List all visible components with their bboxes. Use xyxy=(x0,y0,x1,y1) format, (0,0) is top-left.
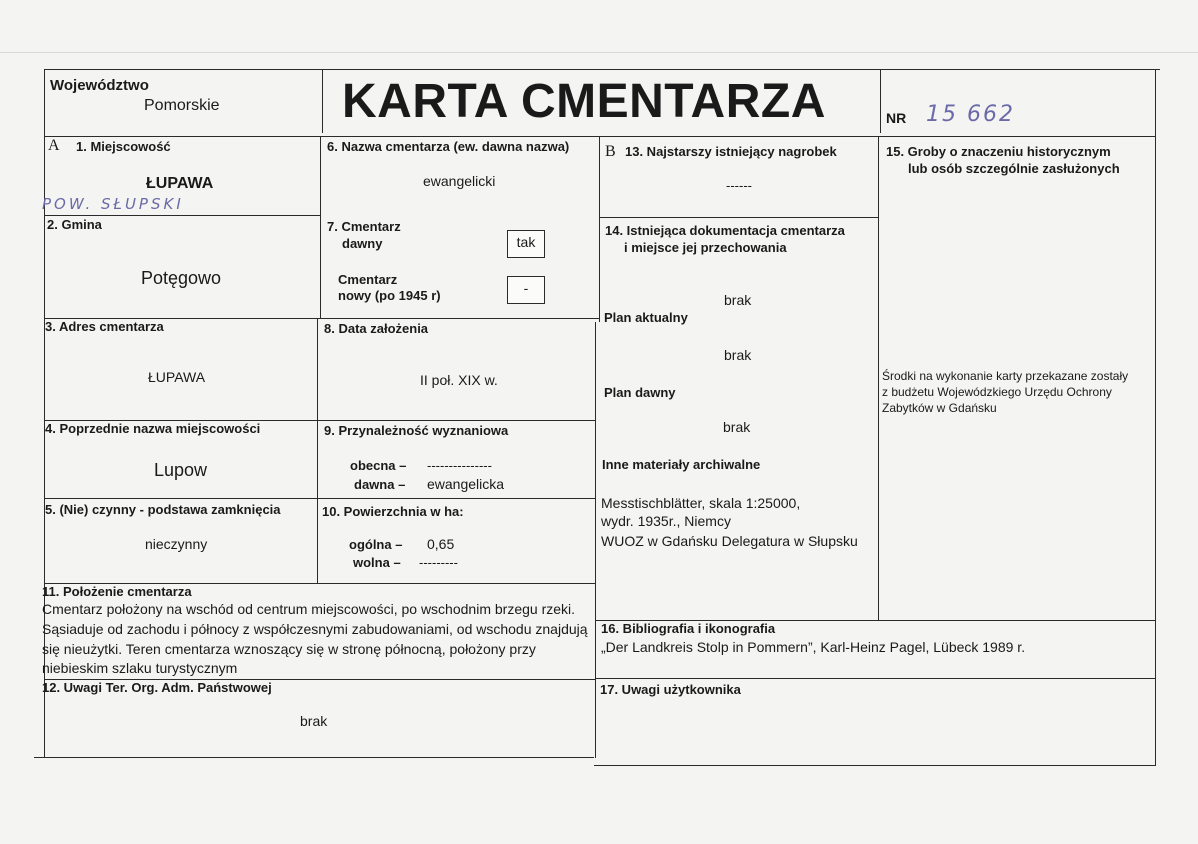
f7-nowy-label-2: nowy (po 1945 r) xyxy=(338,288,441,303)
f5-value: nieczynny xyxy=(145,536,208,552)
border-top xyxy=(44,69,1160,70)
f6-label: 6. Nazwa cmentarza (ew. dawna nazwa) xyxy=(327,139,570,154)
wojewodztwo-value: Pomorskie xyxy=(144,97,220,114)
col-15-divider xyxy=(878,136,879,620)
f1-value: ŁUPAWA xyxy=(146,175,214,192)
f7-nowy-label-1: Cmentarz xyxy=(338,272,398,287)
f8-value: II poł. XIX w. xyxy=(420,372,498,388)
f16-value: „Der Landkreis Stolp in Pommern”, Karl-Heinz Pagel, Lübeck 1989 r. xyxy=(601,639,1026,655)
f1-label: 1. Miejscowość xyxy=(76,139,171,154)
f9-dawna-label: dawna – xyxy=(354,477,406,492)
f7-nowy-value: - xyxy=(523,280,529,296)
page-title: KARTA CMENTARZA xyxy=(342,75,826,128)
f12-value: brak xyxy=(300,713,328,729)
f9-label: 9. Przynależność wyznaniowa xyxy=(324,423,509,438)
section-b-letter: B xyxy=(605,143,616,160)
f7-nowy-box xyxy=(507,276,545,304)
f14-plan-dawny-value: brak xyxy=(724,347,752,363)
f1-handwritten-note: POW. SŁUPSKI xyxy=(42,195,184,213)
wojewodztwo-label: Województwo xyxy=(50,77,149,94)
cemetery-card-form xyxy=(38,66,1160,766)
f15-note-line-2: z budżetu Wojewódzkiego Urzędu Ochrony xyxy=(882,385,1112,399)
f6-value: ewangelicki xyxy=(423,173,496,189)
f14-plan-dawny-label: Plan dawny xyxy=(604,385,676,400)
f11-line-1: Cmentarz położony na wschód od centrum miejscowości, po wschodnim brzegu rzeki. xyxy=(42,601,576,617)
f14-inne-label: Inne materiały archiwalne xyxy=(602,457,761,472)
f15-note-line-3: Zabytków w Gdańsku xyxy=(882,401,997,415)
f16-label: 16. Bibliografia i ikonografia xyxy=(601,621,776,636)
f14-plan-aktualny-label: Plan aktualny xyxy=(604,310,688,325)
f15-note-line-1: Środki na wykonanie karty przekazane zostały xyxy=(882,369,1129,383)
row-line-17 xyxy=(595,678,1155,679)
f13-label: 13. Najstarszy istniejący nagrobek xyxy=(625,144,837,159)
f14-plan-aktualny-value: brak xyxy=(724,292,752,308)
border-bottom-left xyxy=(34,757,594,758)
f7-dawny-label: dawny xyxy=(342,236,383,251)
col-a-divider-upper xyxy=(320,136,321,318)
row-line-5 xyxy=(44,498,595,499)
f14-archive-line-3: WUOZ w Gdańsku Delegatura w Słupsku xyxy=(601,533,858,549)
f15-label-2: lub osób szczególnie zasłużonych xyxy=(908,161,1120,176)
f2-value: Potęgowo xyxy=(141,268,222,288)
f10-wolna-label: wolna – xyxy=(353,555,401,570)
row-line-14 xyxy=(599,217,878,218)
f7-dawny-value: tak xyxy=(516,234,536,250)
f5-label: 5. (Nie) czynny - podstawa zamknięcia xyxy=(45,502,281,517)
f10-ogolna-label: ogólna – xyxy=(349,537,403,552)
f4-label: 4. Poprzednie nazwa miejscowości xyxy=(45,421,261,436)
f12-label: 12. Uwagi Ter. Org. Adm. Państwowej xyxy=(42,680,272,695)
nr-label: NR xyxy=(886,110,907,126)
col-a-divider-lower xyxy=(317,318,318,584)
f14-archive-line-1: Messtischblätter, skala 1:25000, xyxy=(601,495,801,511)
border-right xyxy=(1155,69,1156,766)
f11-line-2: Sąsiaduje od zachodu i północy z współczesnymi zabudowaniami, od wschodu znajdują xyxy=(42,621,588,637)
f3-value: ŁUPAWA xyxy=(148,369,206,385)
section-a-letter: A xyxy=(48,137,60,154)
col-b-divider-upper xyxy=(599,136,600,322)
f7-label: 7. Cmentarz xyxy=(327,219,401,234)
nr-value: 15 662 xyxy=(926,102,1015,127)
col-b-divider-lower xyxy=(595,322,596,758)
f8-label: 8. Data założenia xyxy=(324,321,429,336)
f9-dawna-value: ewangelicka xyxy=(427,476,505,492)
f13-value: ------ xyxy=(726,178,752,193)
f14-inne-value: brak xyxy=(723,419,751,435)
f11-label: 11. Położenie cmentarza xyxy=(42,584,192,599)
f11-line-4: niebieskim szlaku turystycznym xyxy=(42,660,238,676)
f10-ogolna-value: 0,65 xyxy=(427,536,455,552)
f14-label-1: 14. Istniejąca dokumentacja cmentarza xyxy=(605,223,845,238)
f17-label: 17. Uwagi użytkownika xyxy=(600,682,741,697)
f3-label: 3. Adres cmentarza xyxy=(45,319,164,334)
header-divider-2 xyxy=(880,69,881,133)
border-bottom-right xyxy=(594,765,1156,766)
f4-value: Lupow xyxy=(154,460,208,480)
f10-label: 10. Powierzchnia w ha: xyxy=(322,504,464,519)
f9-obecna-value: --------------- xyxy=(427,458,492,473)
f9-obecna-label: obecna – xyxy=(350,458,407,473)
header-divider-1 xyxy=(322,69,323,133)
f15-label-1: 15. Groby o znaczeniu historycznym xyxy=(886,144,1111,159)
row-line-2 xyxy=(44,215,320,216)
f11-line-3: się nieużytki. Teren cmentarza wznoszący się w stronę północną, położony przy xyxy=(42,641,536,657)
f2-label: 2. Gmina xyxy=(47,217,102,232)
f14-label-2: i miejsce jej przechowania xyxy=(624,240,787,255)
f7-dawny-box xyxy=(507,230,545,258)
f10-wolna-value: --------- xyxy=(419,555,458,570)
scan-edge-line xyxy=(0,52,1198,53)
f14-archive-line-2: wydr. 1935r., Niemcy xyxy=(601,513,731,529)
